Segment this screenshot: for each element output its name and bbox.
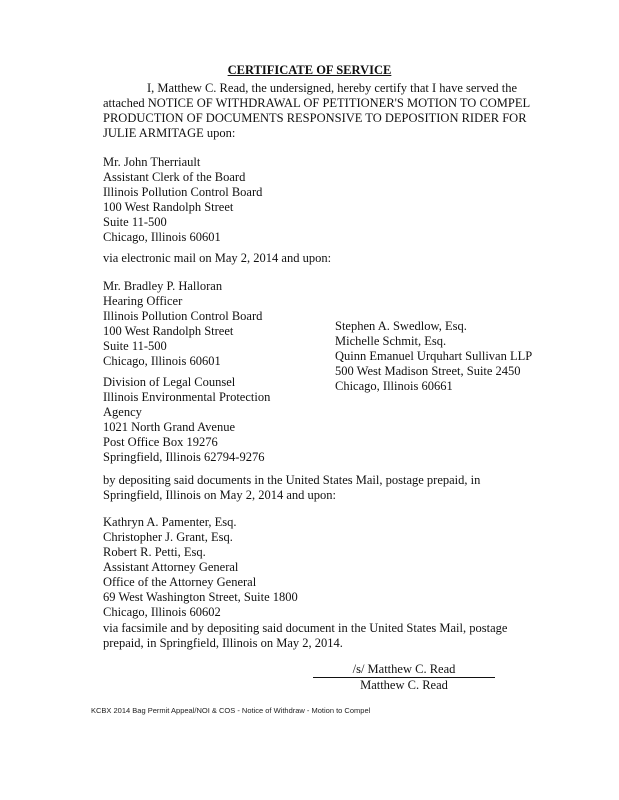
address-line: Michelle Schmit, Esq. [335, 334, 447, 348]
address-line: Suite 11-500 [103, 339, 167, 353]
service-method-email: via electronic mail on May 2, 2014 and upon: [103, 251, 332, 265]
address-line: Office of the Attorney General [103, 575, 257, 589]
address-line: Robert R. Petti, Esq. [103, 545, 206, 559]
service-method-fax: via facsimile and by depositing said document in the United States Mail, postage prepaid, in Springfield, Illinois on May 2, 2014. [103, 621, 508, 650]
address-line: Illinois Pollution Control Board [103, 309, 263, 323]
document-footer: KCBX 2014 Bag Permit Appeal/NOI & COS - Notice of Withdraw - Motion to Compel [91, 706, 371, 715]
address-line: Illinois Pollution Control Board [103, 185, 263, 199]
document-title: CERTIFICATE OF SERVICE [227, 63, 392, 77]
recipient-counsel [335, 319, 532, 394]
address-line: Mr. Bradley P. Halloran [103, 279, 223, 293]
address-line: Mr. John Therriault [103, 155, 201, 169]
signer-name: Matthew C. Read [360, 678, 448, 692]
address-line: Stephen A. Swedlow, Esq. [335, 319, 467, 333]
address-line: Suite 11-500 [103, 215, 167, 229]
recipient-hearing-officer [103, 279, 262, 369]
address-line: Quinn Emanuel Urquhart Sullivan LLP [335, 349, 533, 363]
address-line: 100 West Randolph Street [103, 200, 234, 214]
address-line: Agency [103, 405, 142, 419]
address-line: Post Office Box 19276 [103, 435, 218, 449]
address-line: 69 West Washington Street, Suite 1800 [103, 590, 298, 604]
address-line: Chicago, Illinois 60601 [103, 230, 221, 244]
address-line: Springfield, Illinois 62794-9276 [103, 450, 265, 464]
address-line: Christopher J. Grant, Esq. [103, 530, 233, 544]
recipient-attorney-general [103, 515, 298, 620]
address-line: Division of Legal Counsel [103, 375, 236, 389]
address-line: 100 West Randolph Street [103, 324, 234, 338]
signature-line: /s/ Matthew C. Read [313, 662, 495, 678]
service-method-mail: by depositing said documents in the United States Mail, postage prepaid, in Springfield, Illinois on May 2, 2014 and upon: [103, 473, 481, 502]
address-line: Chicago, Illinois 60601 [103, 354, 221, 368]
recipient-legal-counsel [103, 375, 270, 465]
address-line: 500 West Madison Street, Suite 2450 [335, 364, 521, 378]
address-line: Illinois Environmental Protection [103, 390, 271, 404]
address-line: Assistant Attorney General [103, 560, 239, 574]
address-line: Kathryn A. Pamenter, Esq. [103, 515, 237, 529]
address-line: Hearing Officer [103, 294, 183, 308]
address-line: Chicago, Illinois 60602 [103, 605, 221, 619]
address-line: Assistant Clerk of the Board [103, 170, 246, 184]
recipient-clerk [103, 155, 262, 245]
address-line: 1021 North Grand Avenue [103, 420, 236, 434]
intro-paragraph: I, Matthew C. Read, the undersigned, hereby certify that I have served the attached NOTICE OF WITHDRAWAL OF PETITIONER'S MOTION TO COMPEL PRODUCTION OF DOCUMENTS RESPONSIVE TO DEPOSITION RIDER FOR JULIE ARMITAGE upon: [103, 81, 530, 140]
address-line: Chicago, Illinois 60661 [335, 379, 453, 393]
